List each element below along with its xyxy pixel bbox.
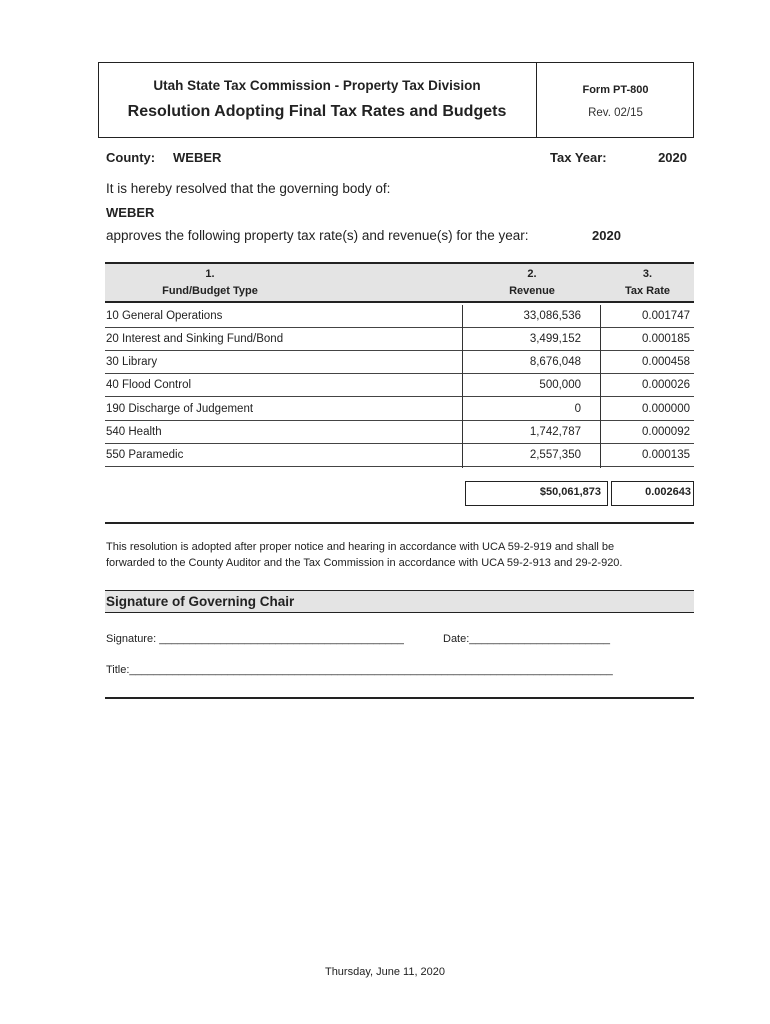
notice-line-1: This resolution is adopted after proper notice and hearing in accordance with UCA 59-2-919 and shall be	[106, 541, 615, 553]
total-tax-rate: 0.002643	[611, 481, 694, 506]
fund-tax-rate: 0.000000	[642, 403, 690, 415]
col3-number: 3.	[642, 268, 653, 280]
fund-name: 550 Paramedic	[106, 449, 184, 461]
fund-name: 20 Interest and Sinking Fund/Bond	[106, 333, 284, 345]
fund-revenue: 0	[574, 403, 581, 415]
county-label: County:	[106, 150, 156, 165]
table-row	[105, 398, 694, 421]
rate-column-divider	[600, 305, 601, 468]
governing-body: WEBER	[106, 205, 155, 220]
col2-number: 2.	[527, 268, 537, 280]
signature-field[interactable]: Signature: ________________________________________	[106, 633, 404, 645]
fund-name: 30 Library	[106, 356, 158, 368]
signature-section-header	[105, 590, 694, 613]
fund-tax-rate: 0.000458	[642, 356, 690, 368]
table-header	[105, 262, 694, 303]
fund-revenue: 33,086,536	[523, 310, 581, 322]
fund-revenue: 8,676,048	[529, 356, 581, 368]
fund-revenue: 500,000	[539, 379, 581, 391]
section-bottom-divider	[105, 697, 694, 699]
fund-tax-rate: 0.000135	[642, 449, 690, 461]
form-revision: Rev. 02/15	[588, 107, 643, 119]
footer-date: Thursday, June 11, 2020	[324, 966, 446, 978]
fund-tax-rate: 0.000026	[642, 379, 690, 391]
fund-revenue: 1,742,787	[529, 426, 581, 438]
table-row	[105, 374, 694, 397]
form-header-box	[98, 62, 694, 138]
col3-label: Tax Rate	[624, 285, 671, 297]
fund-revenue: 2,557,350	[529, 449, 581, 461]
fund-revenue: 3,499,152	[529, 333, 581, 345]
table-row	[105, 305, 694, 328]
table-row	[105, 351, 694, 374]
total-revenue: $50,061,873	[465, 481, 608, 506]
resolution-year: 2020	[592, 228, 621, 243]
approves-text: approves the following property tax rate(s) and revenue(s) for the year:	[106, 228, 529, 243]
date-field[interactable]: Date:_______________________	[443, 633, 610, 645]
fund-tax-rate: 0.000092	[642, 426, 690, 438]
fund-name: 40 Flood Control	[106, 379, 192, 391]
county-value: WEBER	[173, 150, 222, 165]
section-divider	[105, 522, 694, 524]
fund-name: 540 Health	[106, 426, 162, 438]
signature-heading: Signature of Governing Chair	[106, 594, 295, 609]
fund-name: 190 Discharge of Judgement	[106, 403, 254, 415]
header-divider	[536, 62, 537, 138]
table-row	[105, 328, 694, 351]
col1-label: Fund/Budget Type	[162, 285, 258, 297]
form-title: Resolution Adopting Final Tax Rates and Budgets	[127, 103, 507, 120]
col2-label: Revenue	[509, 285, 555, 297]
col1-number: 1.	[205, 268, 215, 280]
tax-year-value: 2020	[658, 150, 687, 165]
table-row	[105, 421, 694, 444]
title-field[interactable]: Title:_______________________________________________________________________________	[106, 664, 613, 676]
fund-tax-rate: 0.000185	[642, 333, 690, 345]
fund-tax-rate: 0.001747	[642, 310, 690, 322]
agency-name: Utah State Tax Commission - Property Tax Division	[153, 78, 481, 93]
notice-line-2: forwarded to the County Auditor and the Tax Commission in accordance with UCA 59-2-913 and 29-2-920.	[106, 557, 623, 569]
fund-name: 10 General Operations	[106, 310, 223, 322]
tax-year-label: Tax Year:	[550, 150, 607, 165]
resolution-intro: It is hereby resolved that the governing body of:	[106, 181, 391, 196]
revenue-column-divider	[462, 305, 463, 468]
form-number: Form PT-800	[582, 84, 649, 96]
table-row	[105, 444, 694, 467]
